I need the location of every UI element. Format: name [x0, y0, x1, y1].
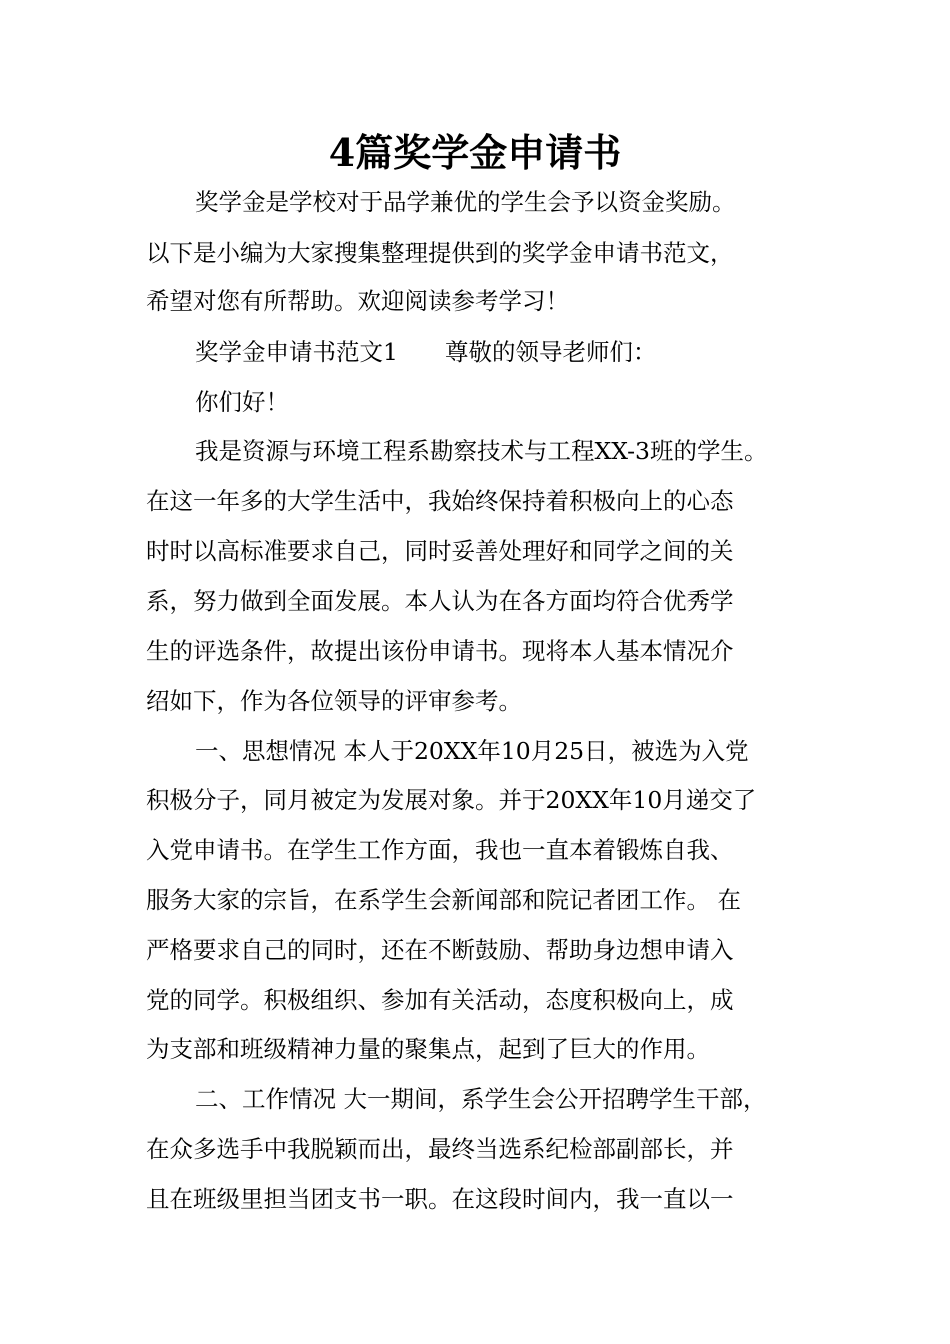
document-title: 4篇奖学金申请书	[328, 130, 622, 175]
paragraph-line: 党的同学。积极组织、参加有关活动，态度积极向上，成	[146, 986, 734, 1014]
paragraph-line: 在这一年多的大学生活中，我始终保持着积极向上的心态	[146, 487, 734, 515]
paragraph-line: 服务大家的宗旨，在系学生会新闻部和院记者团工作。 在	[146, 886, 741, 914]
paragraph-line: 在众多选手中我脱颖而出，最终当选系纪检部副部长，并	[146, 1135, 734, 1163]
paragraph-line: 绍如下，作为各位领导的评审参考。	[146, 687, 522, 715]
paragraph-line: 生的评选条件，故提出该份申请书。现将本人基本情况介	[146, 637, 734, 665]
paragraph-line: 积极分子，同月被定为发展对象。并于20XX年10月递交了	[146, 786, 757, 814]
paragraph-line: 奖学金是学校对于品学兼优的学生会予以资金奖励。	[195, 188, 736, 216]
paragraph-line: 以下是小编为大家搜集整理提供到的奖学金申请书范文，	[146, 239, 734, 267]
paragraph-line: 时时以高标准要求自己，同时妥善处理好和同学之间的关	[146, 537, 734, 565]
paragraph-line: 你们好！	[195, 388, 289, 416]
paragraph-line: 二、工作情况 大一期间，系学生会公开招聘学生干部，	[195, 1085, 767, 1113]
paragraph-line: 我是资源与环境工程系勘察技术与工程XX-3班的学生。	[195, 437, 768, 465]
paragraph-line: 为支部和班级精神力量的聚集点，起到了巨大的作用。	[146, 1035, 710, 1063]
paragraph-line: 严格要求自己的同时，还在不断鼓励、帮助身边想申请入	[146, 936, 734, 964]
paragraph-line: 希望对您有所帮助。欢迎阅读参考学习！	[146, 287, 569, 315]
paragraph-line: 且在班级里担当团支书一职。在这段时间内，我一直以一	[146, 1185, 734, 1213]
paragraph-line: 奖学金申请书范文1 尊敬的领导老师们：	[195, 338, 657, 366]
paragraph-line: 系，努力做到全面发展。本人认为在各方面均符合优秀学	[146, 587, 734, 615]
paragraph-line: 一、思想情况 本人于20XX年10月25日，被选为入党	[195, 737, 749, 765]
paragraph-line: 入党申请书。在学生工作方面，我也一直本着锻炼自我、	[146, 836, 734, 864]
